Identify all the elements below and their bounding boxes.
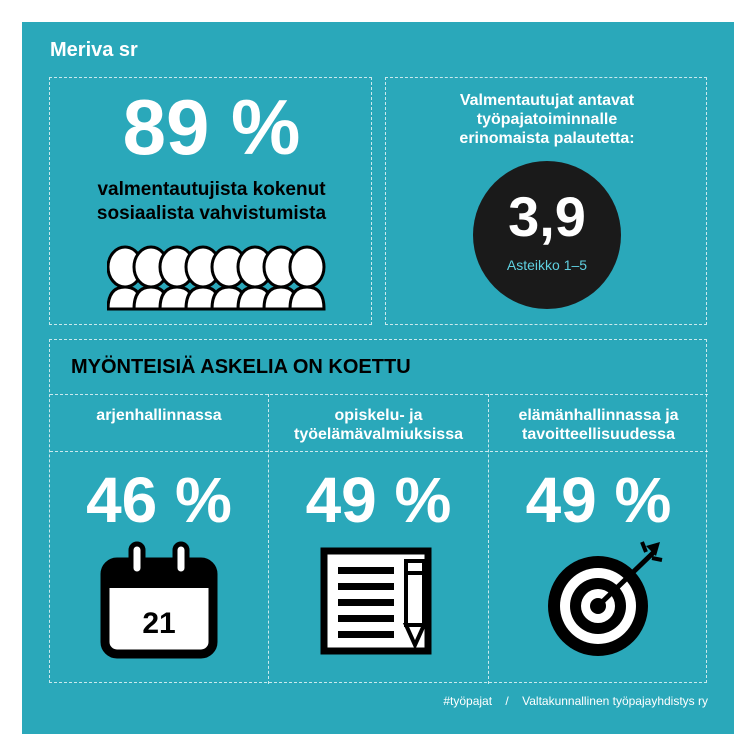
social-strengthening-box [49, 77, 372, 325]
footer-separator: / [505, 694, 509, 708]
cell-label-line: työelämävalmiuksissa [294, 426, 463, 443]
social-percent: 89 % [122, 83, 301, 171]
footer [443, 694, 708, 708]
brand-title: Meriva sr [50, 39, 138, 61]
cell-label-line: tavoitteellisuudessa [522, 426, 675, 443]
cell-label-line: arjenhallinnassa [96, 407, 222, 424]
feedback-line3: erinomaista palautetta: [459, 130, 635, 147]
cell-label-line: opiskelu- ja [334, 407, 423, 424]
feedback-line2: työpajatoiminnalle [476, 111, 618, 128]
cell-label-life-goals [489, 406, 708, 444]
notepad-pencil-icon [320, 547, 440, 657]
feedback-box [385, 77, 707, 325]
calendar-icon [99, 540, 219, 660]
footer-hashtag[interactable]: #työpajat [443, 694, 493, 708]
footer-org: Valtakunnallinen työpajayhdistys ry [522, 694, 708, 708]
divider-horizontal-mid [50, 451, 708, 452]
cell-percent-work-skills: 49 % [305, 464, 452, 536]
score-value: 3,9 [508, 185, 586, 248]
cell-label-line: elämänhallinnassa ja [518, 407, 679, 424]
infographic-card [22, 22, 734, 734]
score-circle [473, 161, 621, 309]
feedback-description [386, 91, 708, 148]
positive-steps-title: MYÖNTEISIÄ ASKELIA ON KOETTU [71, 356, 411, 378]
target-arrow-icon [542, 540, 672, 660]
social-description [50, 178, 373, 226]
calendar-day: 21 [142, 607, 176, 640]
cell-label-work-skills [269, 406, 488, 444]
social-description-line1: valmentautujista kokenut [97, 179, 326, 200]
people-group-icon [107, 241, 327, 311]
cell-percent-daily-life: 46 % [86, 464, 232, 536]
feedback-line1: Valmentautujat antavat [459, 92, 635, 109]
divider-horizontal-top [50, 394, 708, 395]
score-scale: Asteikko 1–5 [506, 257, 588, 273]
cell-percent-life-goals: 49 % [525, 464, 672, 536]
cell-label-daily-life [50, 406, 268, 425]
positive-steps-box [49, 339, 707, 683]
social-description-line2: sosiaalista vahvistumista [96, 203, 327, 224]
